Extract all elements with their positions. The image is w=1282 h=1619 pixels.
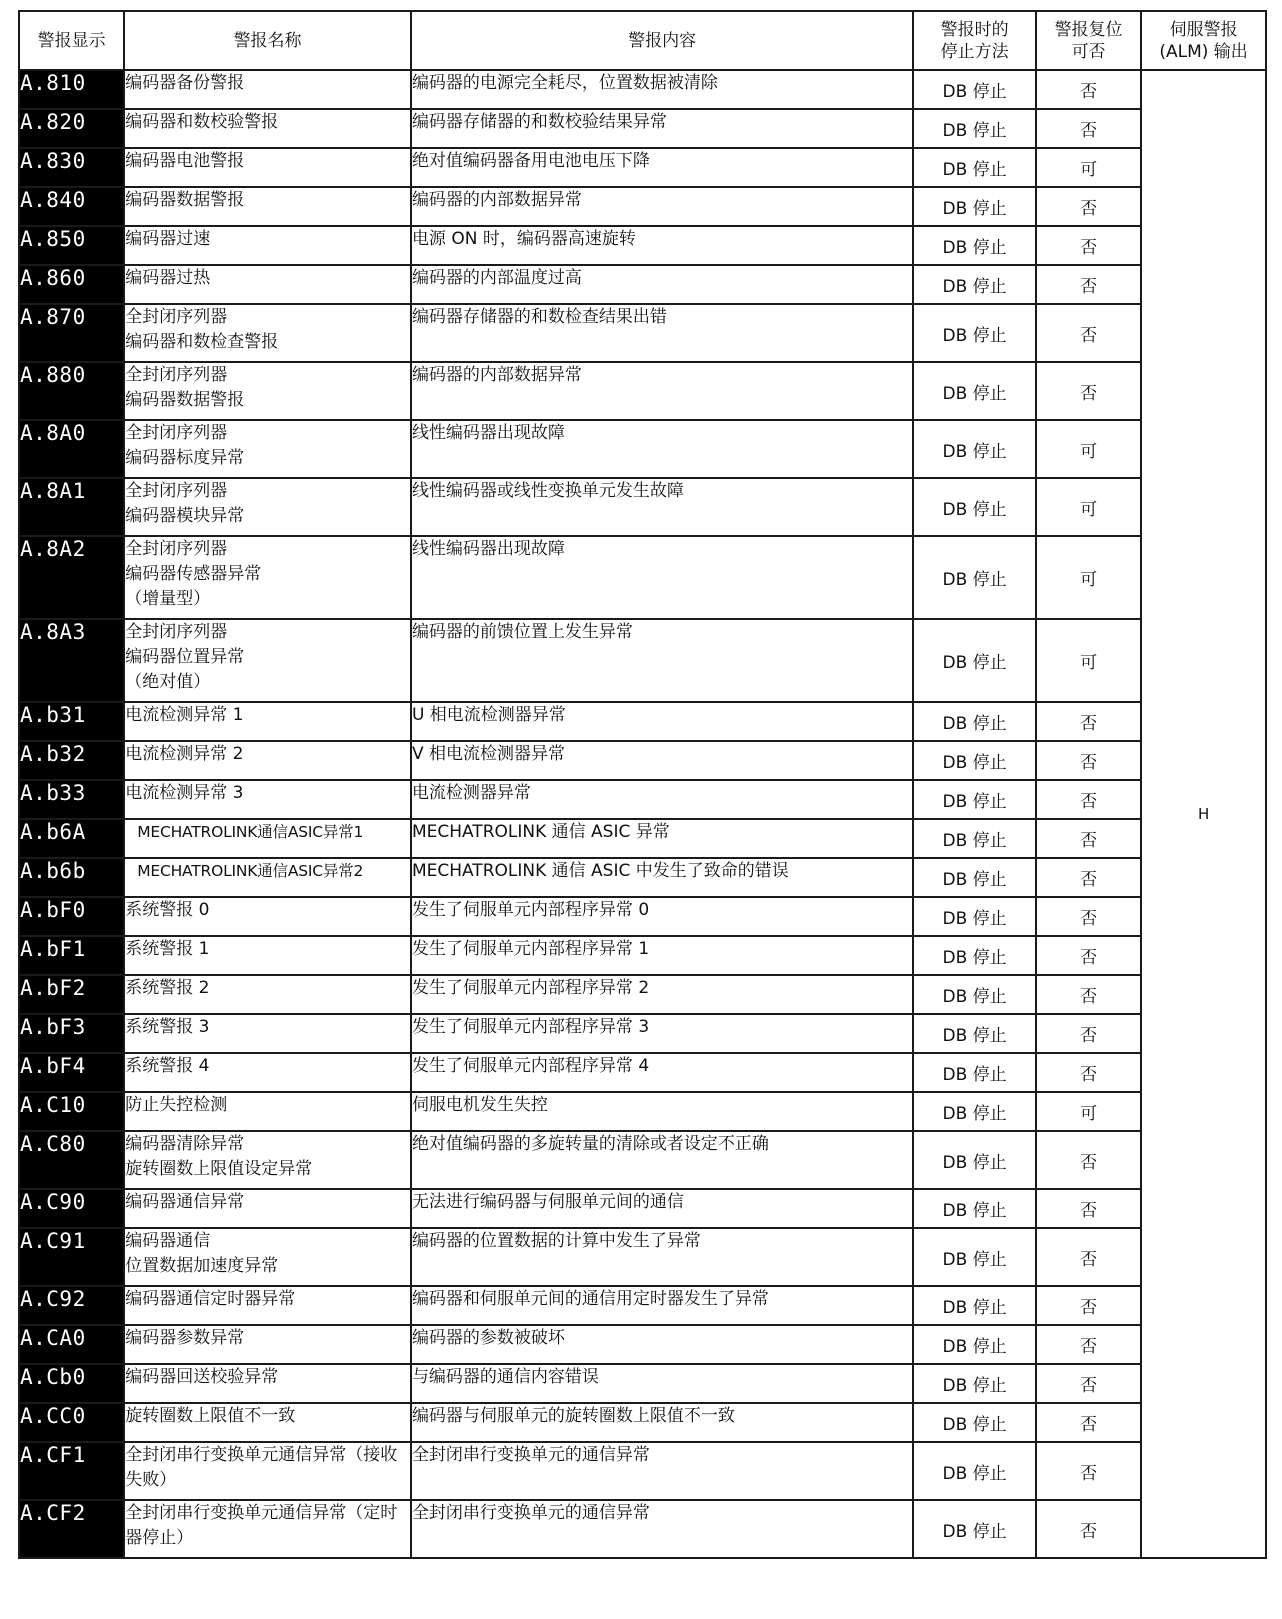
alarm-content: MECHATROLINK 通信 ASIC 异常 <box>411 819 913 858</box>
alarm-name: 编码器通信 位置数据加速度异常 <box>124 1228 411 1286</box>
reset-allowed: 否 <box>1036 702 1141 741</box>
reset-allowed: 否 <box>1036 70 1141 109</box>
alarm-code: A.C10 <box>19 1092 124 1131</box>
alarm-code: A.840 <box>19 187 124 226</box>
reset-allowed: 否 <box>1036 1403 1141 1442</box>
stop-method: DB 停止 <box>913 536 1036 619</box>
alarm-content: 发生了伺服单元内部程序异常 2 <box>411 975 913 1014</box>
alarm-content: U 相电流检测器异常 <box>411 702 913 741</box>
alarm-content: 编码器的参数被破坏 <box>411 1325 913 1364</box>
alarm-content: 发生了伺服单元内部程序异常 0 <box>411 897 913 936</box>
alarm-name: 全封闭串行变换单元通信异常（接收失败） <box>124 1442 411 1500</box>
table-row <box>19 478 1266 536</box>
stop-method: DB 停止 <box>913 1228 1036 1286</box>
reset-allowed: 可 <box>1036 619 1141 702</box>
alarm-content: 编码器的前馈位置上发生异常 <box>411 619 913 702</box>
table-row <box>19 1500 1266 1558</box>
reset-allowed: 否 <box>1036 1014 1141 1053</box>
alarm-content: 编码器的内部数据异常 <box>411 362 913 420</box>
stop-method: DB 停止 <box>913 741 1036 780</box>
alarm-name: 电流检测异常 3 <box>124 780 411 819</box>
alarm-content: 全封闭串行变换单元的通信异常 <box>411 1442 913 1500</box>
reset-allowed: 否 <box>1036 819 1141 858</box>
alarm-name: 全封闭串行变换单元通信异常（定时器停止） <box>124 1500 411 1558</box>
alarm-code: A.C90 <box>19 1189 124 1228</box>
alarm-code: A.b32 <box>19 741 124 780</box>
reset-allowed: 可 <box>1036 148 1141 187</box>
alarm-name: MECHATROLINK通信ASIC异常1 <box>124 819 411 858</box>
reset-allowed: 否 <box>1036 780 1141 819</box>
table-row <box>19 1053 1266 1092</box>
alarm-name: 编码器通信定时器异常 <box>124 1286 411 1325</box>
alarm-name: 系统警报 3 <box>124 1014 411 1053</box>
alarm-content: 全封闭串行变换单元的通信异常 <box>411 1500 913 1558</box>
reset-allowed: 否 <box>1036 1442 1141 1500</box>
alarm-name: MECHATROLINK通信ASIC异常2 <box>124 858 411 897</box>
reset-allowed: 否 <box>1036 1053 1141 1092</box>
table-row <box>19 1442 1266 1500</box>
table-row <box>19 420 1266 478</box>
table-row <box>19 936 1266 975</box>
alarm-code: A.bF1 <box>19 936 124 975</box>
alarm-name: 系统警报 4 <box>124 1053 411 1092</box>
alarm-code: A.C91 <box>19 1228 124 1286</box>
alarm-name: 全封闭序列器 编码器模块异常 <box>124 478 411 536</box>
reset-allowed: 否 <box>1036 1228 1141 1286</box>
reset-allowed: 否 <box>1036 1325 1141 1364</box>
alarm-table <box>18 10 1267 1559</box>
reset-allowed: 否 <box>1036 1500 1141 1558</box>
stop-method: DB 停止 <box>913 1092 1036 1131</box>
alarm-content: 线性编码器出现故障 <box>411 536 913 619</box>
stop-method: DB 停止 <box>913 478 1036 536</box>
alarm-content: 与编码器的通信内容错误 <box>411 1364 913 1403</box>
table-row <box>19 187 1266 226</box>
alarm-code: A.850 <box>19 226 124 265</box>
reset-allowed: 否 <box>1036 936 1141 975</box>
alarm-content: 编码器存储器的和数检查结果出错 <box>411 304 913 362</box>
reset-allowed: 否 <box>1036 741 1141 780</box>
alarm-name: 全封闭序列器 编码器位置异常 （绝对值） <box>124 619 411 702</box>
alarm-content: 无法进行编码器与伺服单元间的通信 <box>411 1189 913 1228</box>
alarm-table-container <box>18 10 1267 1559</box>
table-row <box>19 1228 1266 1286</box>
table-row <box>19 1364 1266 1403</box>
alarm-name: 编码器过速 <box>124 226 411 265</box>
table-row <box>19 148 1266 187</box>
alarm-content: 编码器的内部数据异常 <box>411 187 913 226</box>
stop-method: DB 停止 <box>913 702 1036 741</box>
stop-method: DB 停止 <box>913 1053 1036 1092</box>
alarm-name: 编码器过热 <box>124 265 411 304</box>
header-alm-output: 伺服警报 (ALM) 输出 <box>1141 11 1266 70</box>
reset-allowed: 可 <box>1036 536 1141 619</box>
stop-method: DB 停止 <box>913 1189 1036 1228</box>
alarm-code: A.8A1 <box>19 478 124 536</box>
stop-method: DB 停止 <box>913 1500 1036 1558</box>
table-row <box>19 1189 1266 1228</box>
stop-method: DB 停止 <box>913 148 1036 187</box>
alarm-name: 编码器回送校验异常 <box>124 1364 411 1403</box>
alarm-content: 线性编码器出现故障 <box>411 420 913 478</box>
stop-method: DB 停止 <box>913 1131 1036 1189</box>
reset-allowed: 否 <box>1036 1131 1141 1189</box>
alarm-content: 电源 ON 时，编码器高速旋转 <box>411 226 913 265</box>
table-row <box>19 109 1266 148</box>
alarm-code: A.CF1 <box>19 1442 124 1500</box>
reset-allowed: 否 <box>1036 1286 1141 1325</box>
alarm-code: A.870 <box>19 304 124 362</box>
alarm-name: 旋转圈数上限值不一致 <box>124 1403 411 1442</box>
alarm-content: V 相电流检测器异常 <box>411 741 913 780</box>
table-row <box>19 1014 1266 1053</box>
stop-method: DB 停止 <box>913 619 1036 702</box>
stop-method: DB 停止 <box>913 780 1036 819</box>
stop-method: DB 停止 <box>913 265 1036 304</box>
stop-method: DB 停止 <box>913 1364 1036 1403</box>
alarm-code: A.8A0 <box>19 420 124 478</box>
alarm-code: A.CC0 <box>19 1403 124 1442</box>
table-row <box>19 1092 1266 1131</box>
stop-method: DB 停止 <box>913 819 1036 858</box>
header-name: 警报名称 <box>124 11 411 70</box>
alarm-code: A.bF4 <box>19 1053 124 1092</box>
stop-method: DB 停止 <box>913 1403 1036 1442</box>
table-row <box>19 1286 1266 1325</box>
table-row <box>19 304 1266 362</box>
stop-method: DB 停止 <box>913 70 1036 109</box>
table-row <box>19 897 1266 936</box>
alarm-content: MECHATROLINK 通信 ASIC 中发生了致命的错误 <box>411 858 913 897</box>
stop-method: DB 停止 <box>913 1014 1036 1053</box>
alarm-code: A.b33 <box>19 780 124 819</box>
reset-allowed: 可 <box>1036 1092 1141 1131</box>
reset-allowed: 可 <box>1036 478 1141 536</box>
alarm-content: 发生了伺服单元内部程序异常 4 <box>411 1053 913 1092</box>
alarm-code: A.820 <box>19 109 124 148</box>
alarm-name: 全封闭序列器 编码器数据警报 <box>124 362 411 420</box>
reset-allowed: 否 <box>1036 897 1141 936</box>
stop-method: DB 停止 <box>913 936 1036 975</box>
reset-allowed: 否 <box>1036 265 1141 304</box>
stop-method: DB 停止 <box>913 226 1036 265</box>
header-reset: 警报复位 可否 <box>1036 11 1141 70</box>
alarm-content: 编码器和伺服单元间的通信用定时器发生了异常 <box>411 1286 913 1325</box>
alarm-name: 系统警报 1 <box>124 936 411 975</box>
alarm-content: 绝对值编码器备用电池电压下降 <box>411 148 913 187</box>
header-content: 警报内容 <box>411 11 913 70</box>
stop-method: DB 停止 <box>913 304 1036 362</box>
reset-allowed: 否 <box>1036 1189 1141 1228</box>
stop-method: DB 停止 <box>913 1442 1036 1500</box>
stop-method: DB 停止 <box>913 109 1036 148</box>
alarm-code: A.810 <box>19 70 124 109</box>
alarm-code: A.b31 <box>19 702 124 741</box>
alarm-content: 编码器的位置数据的计算中发生了异常 <box>411 1228 913 1286</box>
alarm-name: 编码器清除异常 旋转圈数上限值设定异常 <box>124 1131 411 1189</box>
table-row <box>19 780 1266 819</box>
alarm-code: A.860 <box>19 265 124 304</box>
stop-method: DB 停止 <box>913 1286 1036 1325</box>
table-row <box>19 536 1266 619</box>
alarm-content: 绝对值编码器的多旋转量的清除或者设定不正确 <box>411 1131 913 1189</box>
alarm-name: 编码器备份警报 <box>124 70 411 109</box>
header-stop-method: 警报时的 停止方法 <box>913 11 1036 70</box>
table-row <box>19 702 1266 741</box>
reset-allowed: 否 <box>1036 226 1141 265</box>
alarm-name: 编码器数据警报 <box>124 187 411 226</box>
alarm-code: A.880 <box>19 362 124 420</box>
alarm-code: A.CA0 <box>19 1325 124 1364</box>
table-row <box>19 226 1266 265</box>
reset-allowed: 否 <box>1036 858 1141 897</box>
header-code: 警报显示 <box>19 11 124 70</box>
alarm-name: 电流检测异常 1 <box>124 702 411 741</box>
alarm-name: 全封闭序列器 编码器标度异常 <box>124 420 411 478</box>
header-row <box>19 11 1266 70</box>
alarm-content: 编码器存储器的和数校验结果异常 <box>411 109 913 148</box>
stop-method: DB 停止 <box>913 187 1036 226</box>
alm-output-value: H <box>1141 70 1266 1558</box>
alarm-content: 编码器的内部温度过高 <box>411 265 913 304</box>
alarm-code: A.C80 <box>19 1131 124 1189</box>
alarm-name: 编码器参数异常 <box>124 1325 411 1364</box>
alarm-code: A.8A3 <box>19 619 124 702</box>
table-row <box>19 1325 1266 1364</box>
alarm-content: 编码器与伺服单元的旋转圈数上限值不一致 <box>411 1403 913 1442</box>
alarm-code: A.830 <box>19 148 124 187</box>
alarm-name: 防止失控检测 <box>124 1092 411 1131</box>
table-row <box>19 975 1266 1014</box>
stop-method: DB 停止 <box>913 1325 1036 1364</box>
table-row <box>19 619 1266 702</box>
stop-method: DB 停止 <box>913 362 1036 420</box>
alarm-content: 发生了伺服单元内部程序异常 1 <box>411 936 913 975</box>
alarm-name: 编码器通信异常 <box>124 1189 411 1228</box>
alarm-name: 电流检测异常 2 <box>124 741 411 780</box>
reset-allowed: 否 <box>1036 362 1141 420</box>
reset-allowed: 否 <box>1036 304 1141 362</box>
table-row <box>19 362 1266 420</box>
alarm-code: A.bF0 <box>19 897 124 936</box>
reset-allowed: 可 <box>1036 420 1141 478</box>
alarm-content: 伺服电机发生失控 <box>411 1092 913 1131</box>
table-row <box>19 70 1266 109</box>
alarm-content: 编码器的电源完全耗尽，位置数据被清除 <box>411 70 913 109</box>
stop-method: DB 停止 <box>913 975 1036 1014</box>
alarm-code: A.b6b <box>19 858 124 897</box>
stop-method: DB 停止 <box>913 858 1036 897</box>
alarm-name: 全封闭序列器 编码器传感器异常 （增量型） <box>124 536 411 619</box>
alarm-content: 发生了伺服单元内部程序异常 3 <box>411 1014 913 1053</box>
table-row <box>19 1131 1266 1189</box>
alarm-table-body <box>19 70 1266 1558</box>
table-row <box>19 1403 1266 1442</box>
table-row <box>19 819 1266 858</box>
table-row <box>19 858 1266 897</box>
alarm-name: 系统警报 0 <box>124 897 411 936</box>
alarm-code: A.C92 <box>19 1286 124 1325</box>
alarm-code: A.Cb0 <box>19 1364 124 1403</box>
reset-allowed: 否 <box>1036 1364 1141 1403</box>
stop-method: DB 停止 <box>913 420 1036 478</box>
stop-method: DB 停止 <box>913 897 1036 936</box>
alarm-name: 系统警报 2 <box>124 975 411 1014</box>
alarm-code: A.bF3 <box>19 1014 124 1053</box>
alarm-name: 编码器和数校验警报 <box>124 109 411 148</box>
reset-allowed: 否 <box>1036 109 1141 148</box>
alarm-name: 编码器电池警报 <box>124 148 411 187</box>
table-row <box>19 741 1266 780</box>
alarm-content: 电流检测器异常 <box>411 780 913 819</box>
alarm-code: A.bF2 <box>19 975 124 1014</box>
reset-allowed: 否 <box>1036 187 1141 226</box>
alarm-name: 全封闭序列器 编码器和数检查警报 <box>124 304 411 362</box>
alarm-content: 线性编码器或线性变换单元发生故障 <box>411 478 913 536</box>
alarm-code: A.b6A <box>19 819 124 858</box>
alarm-code: A.CF2 <box>19 1500 124 1558</box>
table-row <box>19 265 1266 304</box>
reset-allowed: 否 <box>1036 975 1141 1014</box>
alarm-code: A.8A2 <box>19 536 124 619</box>
